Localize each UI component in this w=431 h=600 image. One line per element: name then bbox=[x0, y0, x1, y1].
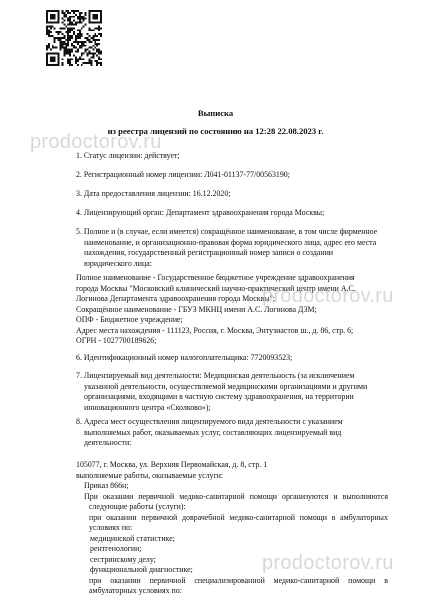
document-subtitle: из реестра лицензий по состоянию на 12:28 22.08.2023 г. bbox=[107, 126, 324, 136]
justified-line bbox=[76, 492, 388, 503]
order-line: Приказ 866н; bbox=[84, 481, 129, 490]
word: первичной bbox=[138, 491, 175, 501]
text-line: условиях по: bbox=[89, 523, 133, 532]
item-license-status: 1. Статус лицензии: действует; bbox=[76, 151, 180, 160]
document-title: Выписка bbox=[197, 108, 234, 118]
qr-code bbox=[46, 10, 102, 66]
word: первичной bbox=[149, 575, 186, 585]
justified-line bbox=[76, 576, 388, 587]
watermark: prodoctorov.ru bbox=[262, 552, 394, 574]
word: При bbox=[84, 491, 98, 501]
word: оказании bbox=[106, 512, 137, 522]
word: первичной bbox=[141, 512, 178, 522]
text-line: города Москвы "Московский клинический научно-практический центр имени А.С. bbox=[76, 283, 356, 293]
word: в bbox=[331, 512, 336, 522]
word: оказании bbox=[102, 491, 134, 501]
word: медико-санитарной bbox=[179, 491, 245, 501]
text-line: Адрес места нахождения - 111123, Россия, г. Москва, Энтузиастов ш., д. 86, стр. 6; bbox=[76, 325, 354, 335]
text-line: выполняемых работ, оказываемых услуг, составляющих лицензируемый вид bbox=[84, 427, 342, 437]
text-line: Полное наименование - Государственное бюджетное учреждение здравоохранения bbox=[76, 273, 355, 282]
works-title: выполняемые работы, оказываемые услуги: bbox=[76, 470, 224, 480]
text-line: следующие работы (услуги): bbox=[89, 502, 186, 511]
word: помощи bbox=[299, 512, 327, 522]
text-line: амбулаторных условиях по: bbox=[89, 586, 182, 595]
address-line: 105077, г. Москва, ул. Верхняя Первомайская, д. 8, стр. 1 bbox=[76, 460, 268, 469]
text-line: ОПФ - Бюджетное учреждение; bbox=[76, 315, 183, 324]
justified-line bbox=[76, 513, 388, 524]
word: выполняются bbox=[342, 491, 388, 501]
word: амбулаторных bbox=[340, 512, 388, 522]
text-line: указанной деятельности, осуществляемой медицинскими организациями и другими bbox=[84, 381, 368, 391]
word: специализированной bbox=[194, 575, 265, 585]
word: медико-санитарной bbox=[273, 575, 340, 585]
word: помощи bbox=[348, 575, 376, 585]
word: в bbox=[384, 575, 388, 585]
service-item: сестринскому делу; bbox=[90, 554, 156, 564]
text-line: 7. Лицензируемый вид деятельности: Медицинская деятельность (за исключением bbox=[76, 371, 355, 380]
text-line: 8. Адреса мест осуществления лицензируемого вида деятельности с указанием bbox=[76, 417, 343, 426]
watermark: prodoctorov.ru bbox=[30, 131, 162, 153]
word: и bbox=[333, 491, 338, 501]
text-line: Логинова Департамента здравоохранения города Москвы"; bbox=[76, 294, 275, 303]
item-licensed-activity bbox=[76, 371, 388, 413]
service-item: функциональной диагностике; bbox=[90, 565, 193, 574]
word: помощи bbox=[249, 491, 278, 501]
text-line: организациями, входящими в частную систему здравоохранения, на территории bbox=[84, 392, 354, 401]
text-line: Сокращённое наименование - ГБУЗ МКНЦ имени А.С. Логинова ДЗМ; bbox=[76, 304, 317, 314]
watermark: prodoctorov.ru bbox=[262, 285, 394, 307]
item-registration-number: 2. Регистрационный номер лицензии: Л041-01137-77/00563190; bbox=[76, 170, 290, 179]
word: оказании bbox=[110, 575, 141, 585]
text-line: наименование, и организационно-правовая форма юридического лица, адрес его места bbox=[84, 237, 377, 247]
service-item: рентгенологии; bbox=[90, 544, 142, 553]
word: при bbox=[89, 575, 102, 585]
text-line: ОГРН - 1027700189626; bbox=[76, 336, 157, 345]
organization-details bbox=[76, 273, 388, 347]
word: при bbox=[89, 512, 102, 522]
text-line: нахождения, государственный регистрационный номер записи о создании bbox=[84, 248, 334, 257]
item-licensing-authority: 4. Лицензирующий орган: Департамент здравоохранения города Москвы; bbox=[76, 208, 325, 217]
text-line: юридического лица: bbox=[84, 258, 152, 268]
item-legal-entity-name bbox=[76, 227, 388, 269]
word: организуются bbox=[282, 491, 329, 501]
text-line: инновационного центра «Сколково»); bbox=[84, 402, 211, 412]
text-line: 5. Полное и (в случае, если имеется) сокращённое наименование, в том числе фирменное bbox=[76, 227, 378, 236]
item-tax-id: 6. Идентификационный номер налогоплательщика: 7720093523; bbox=[76, 353, 293, 362]
item-license-date: 3. Дата предоставления лицензии: 16.12.2020; bbox=[76, 189, 231, 198]
word: доврачебной bbox=[182, 512, 225, 522]
word: медико-санитарной bbox=[229, 512, 295, 522]
text-line: деятельности: bbox=[84, 438, 132, 447]
address-block bbox=[76, 460, 388, 597]
item-activity-addresses bbox=[76, 417, 388, 449]
service-item: медицинской статистике; bbox=[90, 533, 175, 543]
